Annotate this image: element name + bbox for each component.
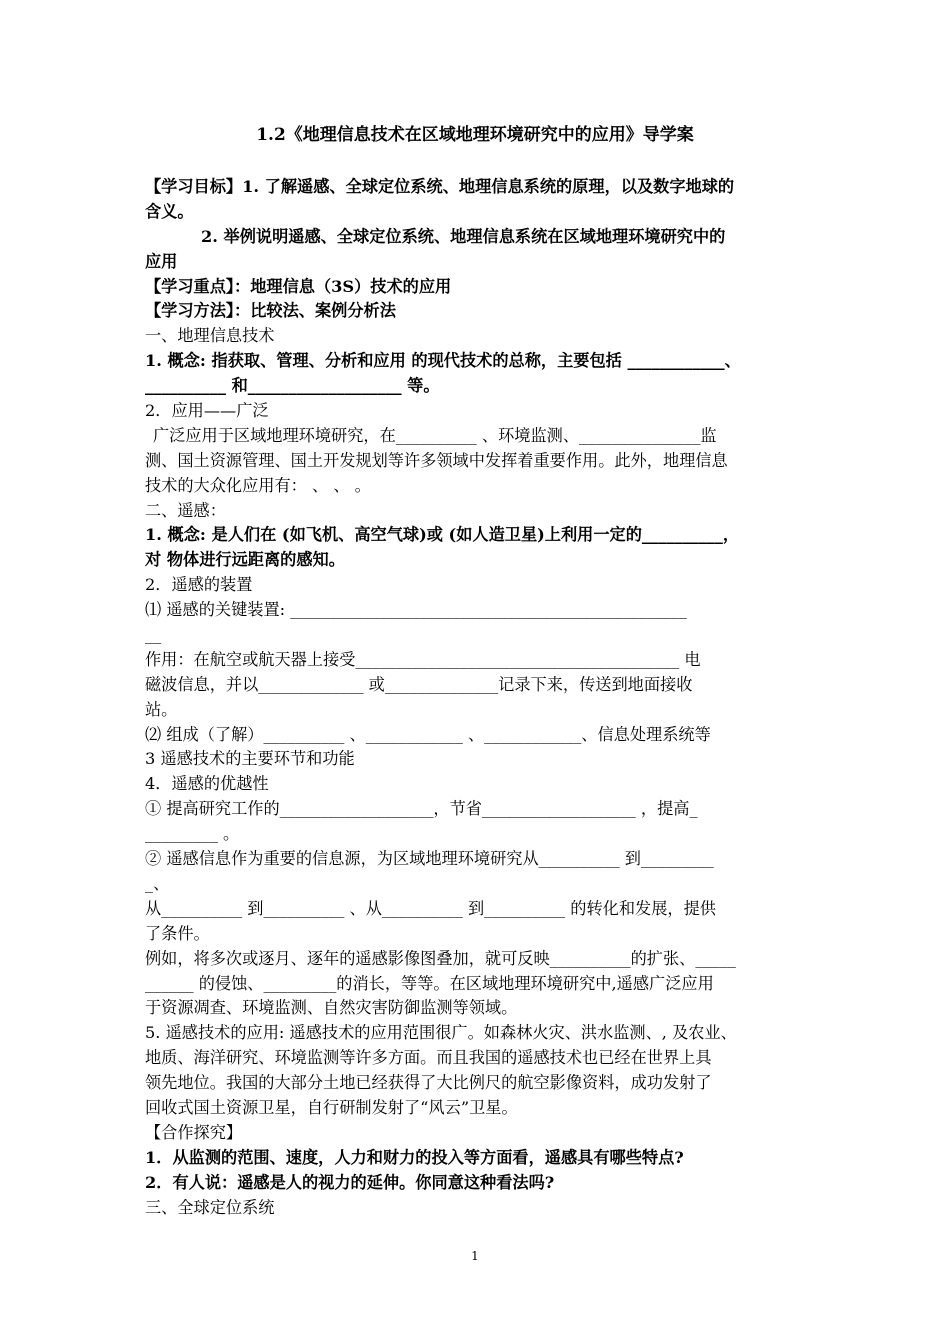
text-line: ⑴ 遥感的关键装置: _________________________________________________ bbox=[145, 600, 687, 620]
text-line: 对 物体进行远距离的感知。 bbox=[145, 550, 345, 570]
text-line: 技术的大众化应用有： 、 、 。 bbox=[145, 475, 371, 495]
text-line: 2．遥感的装置 bbox=[145, 575, 253, 595]
text-line: 站。 bbox=[145, 699, 178, 719]
text-line: 【合作探究】 bbox=[145, 1122, 243, 1142]
text-line: 【学习目标】1. 了解遥感、全球定位系统、地理信息系统的原理，以及数字地球的 bbox=[145, 177, 735, 196]
text-line: _、 bbox=[145, 873, 170, 893]
text-line: 1. 概念: 是人们在 (如飞机、高空气球)或 (如人造卫星)上利用一定的__________， bbox=[145, 525, 740, 545]
text-line: 3 遥感技术的主要环节和功能 bbox=[145, 749, 355, 769]
document-title: 1.2《地理信息技术在区域地理环境研究中的应用》导学案 bbox=[256, 125, 694, 145]
text-line: 4．遥感的优越性 bbox=[145, 774, 269, 794]
text-line: ⑵ 组成（了解）__________ 、____________ 、____________、信息处理系统等 bbox=[145, 724, 711, 744]
text-line: 2. 举例说明遥感、全球定位系统、地理信息系统在区域地理环境研究中的 bbox=[201, 226, 726, 246]
text-line: 2．应用——广泛 bbox=[145, 401, 269, 421]
text-line: 三、全球定位系统 bbox=[145, 1197, 275, 1217]
text-line: ______ 的侵蚀、_________的消长，等等。在区域地理环境研究中,遥感广泛应用 bbox=[145, 973, 714, 993]
text-line: 了条件。 bbox=[145, 923, 210, 943]
text-line: 1. 概念: 指获取、管理、分析和应用 的现代技术的总称，主要包括 ____________、 bbox=[145, 351, 741, 371]
text-line: 5. 遥感技术的应用: 遥感技术的应用范围很广。如森林火灾、洪水监测、, 及农业、 bbox=[145, 1023, 737, 1043]
text-line: 从__________ 到__________ 、从__________ 到__________ 的转化和发展，提供 bbox=[145, 898, 716, 918]
text-line: 【学习重点】：地理信息（3S）技术的应用 bbox=[145, 276, 452, 296]
text-line: ② 遥感信息作为重要的信息源，为区域地理环境研究从__________ 到_________ bbox=[145, 849, 714, 869]
text-line: 应用 bbox=[145, 251, 178, 271]
text-line: 领先地位。我国的大部分土地已经获得了大比例尺的航空影像资料，成功发射了 bbox=[145, 1073, 712, 1093]
text-line: 含义。 bbox=[145, 201, 194, 221]
text-line: 测、国土资源管理、国土开发规划等许多领域中发挥着重要作用。此外，地理信息 bbox=[145, 450, 728, 470]
text-line: 2．有人说：遥感是人的视力的延伸。你同意这种看法吗? bbox=[145, 1172, 555, 1192]
text-line: 广泛应用于区域地理环境研究，在__________ 、环境监测、_______________监 bbox=[153, 425, 717, 445]
document-body bbox=[145, 175, 810, 1220]
text-line: 【学习方法】：比较法、案例分析法 bbox=[145, 301, 396, 321]
text-line: ① 提高研究工作的___________________，节省___________________ ，提高_ bbox=[145, 799, 698, 819]
page-number: 1 bbox=[471, 1249, 479, 1263]
text-line: 磁波信息，并以_____________ 或______________记录下来，传送到地面接收 bbox=[145, 674, 693, 694]
text-line: 回收式国土资源卫星，自行研制发射了“风云”卫星。 bbox=[145, 1097, 518, 1117]
text-line: __________ 和___________________ 等。 bbox=[145, 376, 440, 396]
text-line: 二、遥感： bbox=[145, 500, 226, 520]
text-line: 例如，将多次或逐月、逐年的遥感影像图叠加，就可反映__________的扩张、_____ bbox=[145, 948, 736, 968]
text-line: 地质、海洋研究、环境监测等许多方面。而且我国的遥感技术也已经在世界上具 bbox=[145, 1048, 712, 1068]
text-line: 作用：在航空或航天器上接受________________________________________ 电 bbox=[145, 649, 701, 669]
text-line: 1．从监测的范围、速度，人力和财力的投入等方面看，遥感具有哪些特点? bbox=[145, 1147, 684, 1167]
text-line: __ bbox=[145, 625, 162, 645]
text-line: 一、地理信息技术 bbox=[145, 326, 275, 346]
text-line: _________ 。 bbox=[145, 824, 240, 844]
text-line: 于资源凋查、环境监测、自然灾害防御监测等领域。 bbox=[145, 998, 518, 1018]
